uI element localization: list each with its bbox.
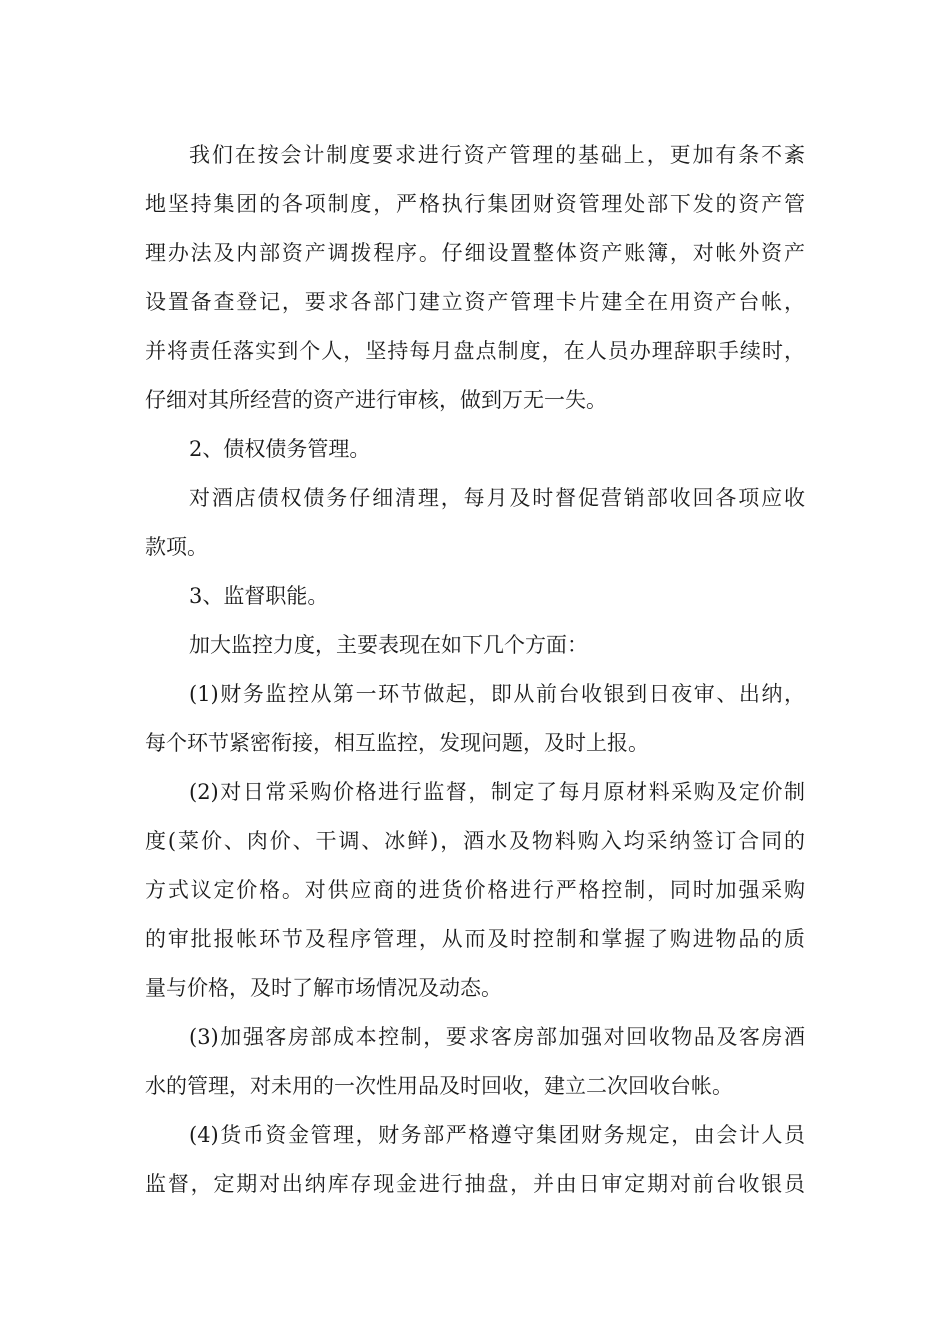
paragraph-line: (2)对日常采购价格进行监督，制定了每月原材料采购及定价制 [189, 780, 805, 804]
paragraph-line: 水的管理，对未用的一次性用品及时回收，建立二次回收台帐。 [145, 1074, 733, 1098]
paragraph-line: 加大监控力度，主要表现在如下几个方面： [189, 633, 588, 657]
paragraph-line: 地坚持集团的各项制度，严格执行集团财资管理处部下发的资产管 [145, 192, 805, 216]
paragraph-line: 的审批报帐环节及程序管理，从而及时控制和掌握了购进物品的质 [145, 927, 805, 951]
paragraph-line: 监督，定期对出纳库存现金进行抽盘，并由日审定期对前台收银员 [145, 1172, 805, 1196]
paragraph-line: 设置备查登记，要求各部门建立资产管理卡片建全在用资产台帐， [145, 290, 805, 314]
paragraph-line: (1)财务监控从第一环节做起，即从前台收银到日夜审、出纳， [189, 682, 805, 706]
paragraph-line: (4)货币资金管理，财务部严格遵守集团财务规定，由会计人员 [189, 1123, 805, 1147]
paragraph-line: 度(菜价、肉价、干调、冰鲜)，酒水及物料购入均采纳签订合同的 [145, 829, 805, 853]
section-heading: 2、债权债务管理。 [189, 437, 371, 461]
document-body [145, 131, 805, 1209]
paragraph-line: 款项。 [145, 535, 208, 559]
paragraph-line: 对酒店债权债务仔细清理，每月及时督促营销部收回各项应收 [189, 486, 805, 510]
paragraph-line: 并将责任落实到个人，坚持每月盘点制度，在人员办理辞职手续时， [145, 339, 805, 363]
paragraph-line: 量与价格，及时了解市场情况及动态。 [145, 976, 502, 1000]
paragraph-line: 方式议定价格。对供应商的进货价格进行严格控制，同时加强采购 [145, 878, 805, 902]
paragraph-line: 理办法及内部资产调拨程序。仔细设置整体资产账簿，对帐外资产 [145, 241, 805, 265]
paragraph-line: 仔细对其所经营的资产进行审核，做到万无一失。 [145, 388, 607, 412]
paragraph-line: 我们在按会计制度要求进行资产管理的基础上，更加有条不紊 [189, 143, 805, 167]
paragraph-line: (3)加强客房部成本控制，要求客房部加强对回收物品及客房酒 [189, 1025, 805, 1049]
paragraph-line: 每个环节紧密衔接，相互监控，发现问题，及时上报。 [145, 731, 649, 755]
section-heading: 3、监督职能。 [189, 584, 329, 608]
